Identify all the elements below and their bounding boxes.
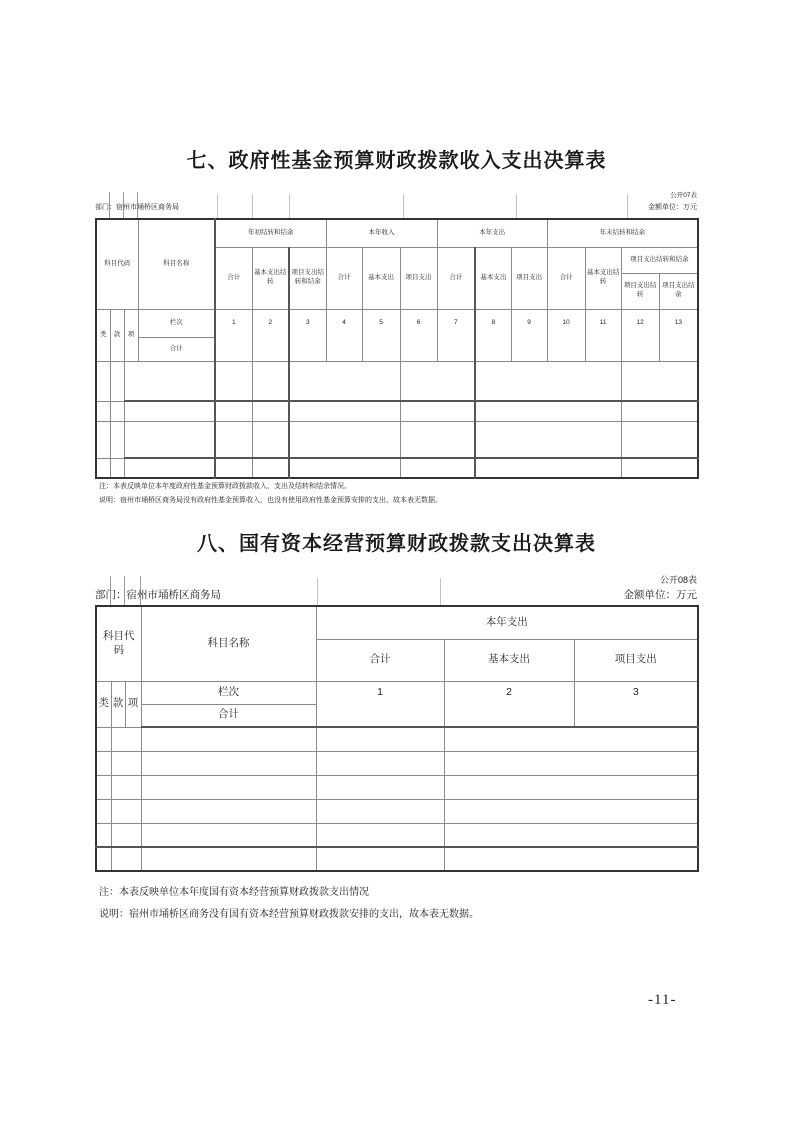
empty-cell xyxy=(574,775,698,799)
empty-cell xyxy=(326,361,362,401)
empty-cell xyxy=(574,823,698,847)
empty-cell xyxy=(621,401,659,421)
header-cell: 项目支出 xyxy=(511,247,547,309)
code-part-cell: 类 xyxy=(96,681,111,727)
empty-cell xyxy=(400,337,437,361)
column-number-cell: 9 xyxy=(511,309,547,337)
empty-cell xyxy=(437,421,475,458)
code-part-cell: 项 xyxy=(124,309,138,361)
empty-cell xyxy=(111,847,125,871)
empty-cell xyxy=(141,727,316,751)
empty-cell xyxy=(574,847,698,871)
empty-cell xyxy=(585,337,621,361)
empty-cell xyxy=(125,823,141,847)
note-line: 说明：宿州市埇桥区商务没有国有资本经营预算财政拨款安排的支出，故本表无数据。 xyxy=(99,909,479,920)
empty-cell xyxy=(362,337,400,361)
code-part-cell: 款 xyxy=(111,681,125,727)
empty-cell xyxy=(326,421,362,458)
empty-cell xyxy=(252,361,289,401)
empty-cell xyxy=(475,421,511,458)
column-number-cell: 3 xyxy=(289,309,326,337)
table7-lane-row xyxy=(96,309,698,337)
table-row xyxy=(96,799,698,823)
table7-total-row xyxy=(96,337,698,361)
column-number-cell: 7 xyxy=(437,309,475,337)
empty-cell xyxy=(141,775,316,799)
note-line: 注：本表反映单位本年度国有资本经营预算财政拨款支出情况 xyxy=(99,887,369,898)
empty-cell xyxy=(316,727,444,751)
empty-cell xyxy=(252,458,289,478)
empty-cell xyxy=(289,337,326,361)
table7-unit-label: 金额单位：万元 xyxy=(648,204,697,211)
column-number-cell: 11 xyxy=(585,309,621,337)
empty-cell xyxy=(621,361,659,401)
table7-department: 部门：宿州市埇桥区商务局 xyxy=(95,204,179,211)
empty-cell xyxy=(475,337,511,361)
empty-cell xyxy=(96,401,110,421)
column-number-cell: 13 xyxy=(659,309,698,337)
table8-meta xyxy=(95,574,697,604)
empty-cell xyxy=(511,421,547,458)
empty-cell xyxy=(96,727,111,751)
header-cell: 基本支出结转 xyxy=(585,247,621,309)
column-number-cell: 1 xyxy=(215,309,252,337)
header-cell: 项目支出 xyxy=(574,639,698,681)
header-cell: 项目支出结余 xyxy=(659,273,698,309)
empty-cell xyxy=(659,401,698,421)
header-cell: 基本支出 xyxy=(362,247,400,309)
empty-cell xyxy=(125,775,141,799)
column-number-cell: 2 xyxy=(252,309,289,337)
empty-cell xyxy=(125,727,141,751)
header-cell: 项目支出结转和结余 xyxy=(289,247,326,309)
total-label-cell: 合计 xyxy=(141,704,316,727)
empty-cell xyxy=(574,727,698,751)
note-line: 说明：宿州市埇桥区商务局没有政府性基金预算收入，也没有使用政府性基金预算安排的支出，故本表无数据。 xyxy=(99,497,442,504)
column-number-cell: 5 xyxy=(362,309,400,337)
empty-cell xyxy=(547,458,585,478)
empty-cell xyxy=(585,361,621,401)
table8 xyxy=(95,605,699,872)
table7 xyxy=(95,218,699,479)
empty-cell xyxy=(252,421,289,458)
header-cell: 合计 xyxy=(547,247,585,309)
empty-cell xyxy=(96,823,111,847)
column-number-cell: 8 xyxy=(475,309,511,337)
table7-meta xyxy=(95,191,697,215)
header-cell-subject-code: 科目代码 xyxy=(96,219,138,309)
header-cell: 基本支出 xyxy=(475,247,511,309)
empty-cell xyxy=(437,361,475,401)
empty-cell xyxy=(138,421,215,458)
empty-cell xyxy=(585,421,621,458)
empty-cell xyxy=(215,401,252,421)
empty-cell xyxy=(621,458,659,478)
header-cell: 合计 xyxy=(437,247,475,309)
table7-group-row xyxy=(96,219,698,247)
table-row xyxy=(96,775,698,799)
total-label-cell: 合计 xyxy=(138,337,215,361)
empty-cell xyxy=(111,823,125,847)
empty-cell xyxy=(215,421,252,458)
column-number-cell: 2 xyxy=(444,681,574,704)
table8-total-row xyxy=(96,704,698,727)
header-cell: 合计 xyxy=(316,639,444,681)
empty-cell xyxy=(316,704,444,727)
table-row xyxy=(96,823,698,847)
lane-label-cell: 栏次 xyxy=(138,309,215,337)
empty-cell xyxy=(547,337,585,361)
empty-cell xyxy=(362,401,400,421)
empty-cell xyxy=(96,775,111,799)
empty-cell xyxy=(437,401,475,421)
column-number-cell: 3 xyxy=(574,681,698,704)
empty-cell xyxy=(362,421,400,458)
empty-cell xyxy=(138,361,215,401)
table8-department: 部门：宿州市埇桥区商务局 xyxy=(95,589,221,601)
empty-cell xyxy=(110,401,124,421)
empty-cell xyxy=(444,727,574,751)
empty-cell xyxy=(326,401,362,421)
header-group-cell: 本年支出 xyxy=(437,219,547,247)
empty-cell xyxy=(111,775,125,799)
empty-cell xyxy=(659,421,698,458)
empty-cell xyxy=(475,458,511,478)
table8-title: 八、国有资本经营预算财政拨款支出决算表 xyxy=(197,533,596,555)
empty-cell xyxy=(316,775,444,799)
empty-cell xyxy=(141,847,316,871)
empty-cell xyxy=(96,458,110,478)
empty-cell xyxy=(125,847,141,871)
header-group-cell: 本年收入 xyxy=(326,219,437,247)
empty-cell xyxy=(444,751,574,775)
empty-cell xyxy=(444,799,574,823)
empty-cell xyxy=(289,361,326,401)
header-cell: 合计 xyxy=(326,247,362,309)
empty-cell xyxy=(475,401,511,421)
empty-cell xyxy=(124,361,138,401)
empty-cell xyxy=(621,337,659,361)
table-row xyxy=(96,751,698,775)
empty-cell xyxy=(96,361,110,401)
empty-cell xyxy=(574,799,698,823)
empty-cell xyxy=(444,823,574,847)
empty-cell xyxy=(215,337,252,361)
empty-cell xyxy=(125,799,141,823)
empty-cell xyxy=(547,361,585,401)
empty-cell xyxy=(362,458,400,478)
page-number: -11- xyxy=(648,992,677,1008)
empty-cell xyxy=(437,337,475,361)
empty-cell xyxy=(621,421,659,458)
empty-cell xyxy=(124,458,138,478)
empty-cell xyxy=(141,799,316,823)
empty-cell xyxy=(111,799,125,823)
table-row xyxy=(96,361,698,401)
empty-cell xyxy=(585,401,621,421)
empty-cell xyxy=(437,458,475,478)
empty-cell xyxy=(252,401,289,421)
empty-cell xyxy=(400,361,437,401)
empty-cell xyxy=(400,401,437,421)
table7-notes xyxy=(99,480,442,508)
header-group-cell: 年末结转和结余 xyxy=(547,219,698,247)
note-line: 注：本表反映单位本年度政府性基金预算财政拨款收入、支出及结转和结余情况。 xyxy=(99,483,351,490)
empty-cell xyxy=(659,361,698,401)
empty-cell xyxy=(326,458,362,478)
table8-group-row xyxy=(96,606,698,639)
empty-cell xyxy=(96,847,111,871)
empty-cell xyxy=(138,401,215,421)
empty-cell xyxy=(125,751,141,775)
empty-cell xyxy=(511,401,547,421)
empty-cell xyxy=(138,458,215,478)
empty-cell xyxy=(574,751,698,775)
table8-lane-row xyxy=(96,681,698,704)
empty-cell xyxy=(659,458,698,478)
empty-cell xyxy=(585,458,621,478)
header-group-cell: 年初结转和结余 xyxy=(215,219,326,247)
table7-title: 七、政府性基金预算财政拨款收入支出决算表 xyxy=(186,150,607,172)
empty-cell xyxy=(289,458,326,478)
empty-cell xyxy=(289,421,326,458)
empty-cell xyxy=(124,401,138,421)
empty-cell xyxy=(362,361,400,401)
code-part-cell: 项 xyxy=(125,681,141,727)
code-part-cell: 类 xyxy=(96,309,110,361)
empty-cell xyxy=(400,421,437,458)
header-cell: 合计 xyxy=(215,247,252,309)
empty-cell xyxy=(444,704,574,727)
empty-cell xyxy=(96,751,111,775)
empty-cell xyxy=(110,361,124,401)
table-row xyxy=(96,458,698,478)
empty-cell xyxy=(252,337,289,361)
empty-cell xyxy=(111,727,125,751)
empty-cell xyxy=(289,401,326,421)
empty-cell xyxy=(547,421,585,458)
header-cell-subject-name: 科目名称 xyxy=(138,219,215,309)
empty-cell xyxy=(215,458,252,478)
empty-cell xyxy=(574,704,698,727)
empty-cell xyxy=(511,337,547,361)
empty-cell xyxy=(659,337,698,361)
empty-cell xyxy=(316,751,444,775)
empty-cell xyxy=(444,775,574,799)
empty-cell xyxy=(400,458,437,478)
column-number-cell: 4 xyxy=(326,309,362,337)
table-row xyxy=(96,421,698,458)
empty-cell xyxy=(547,401,585,421)
empty-cell xyxy=(316,799,444,823)
header-cell: 项目支出 xyxy=(400,247,437,309)
empty-cell xyxy=(511,458,547,478)
table8-notes xyxy=(99,882,479,926)
header-subgroup-cell: 项目支出结转和结余 xyxy=(621,247,698,273)
table-row xyxy=(96,727,698,751)
empty-cell xyxy=(110,421,124,458)
code-part-cell: 款 xyxy=(110,309,124,361)
empty-cell xyxy=(111,751,125,775)
table-row xyxy=(96,401,698,421)
lane-label-cell: 栏次 xyxy=(141,681,316,704)
header-group-cell: 本年支出 xyxy=(316,606,698,639)
empty-cell xyxy=(141,751,316,775)
empty-cell xyxy=(316,823,444,847)
column-number-cell: 1 xyxy=(316,681,444,704)
empty-cell xyxy=(475,361,511,401)
table7-sheet-label: 公开07表 xyxy=(670,192,697,199)
empty-cell xyxy=(124,421,138,458)
empty-cell xyxy=(141,823,316,847)
empty-cell xyxy=(96,421,110,458)
header-cell: 项目支出结转 xyxy=(621,273,659,309)
column-number-cell: 6 xyxy=(400,309,437,337)
empty-cell xyxy=(326,337,362,361)
table-row xyxy=(96,847,698,871)
empty-cell xyxy=(444,847,574,871)
empty-cell xyxy=(316,847,444,871)
header-cell-subject-code: 科目代码 xyxy=(96,606,141,681)
empty-cell xyxy=(96,799,111,823)
header-cell: 基本支出结转 xyxy=(252,247,289,309)
header-cell-subject-name: 科目名称 xyxy=(141,606,316,681)
header-cell: 基本支出 xyxy=(444,639,574,681)
column-number-cell: 10 xyxy=(547,309,585,337)
column-number-cell: 12 xyxy=(621,309,659,337)
empty-cell xyxy=(215,361,252,401)
table8-unit-label: 金额单位：万元 xyxy=(623,589,697,601)
table8-sheet-label: 公开08表 xyxy=(659,575,697,585)
empty-cell xyxy=(511,361,547,401)
empty-cell xyxy=(110,458,124,478)
